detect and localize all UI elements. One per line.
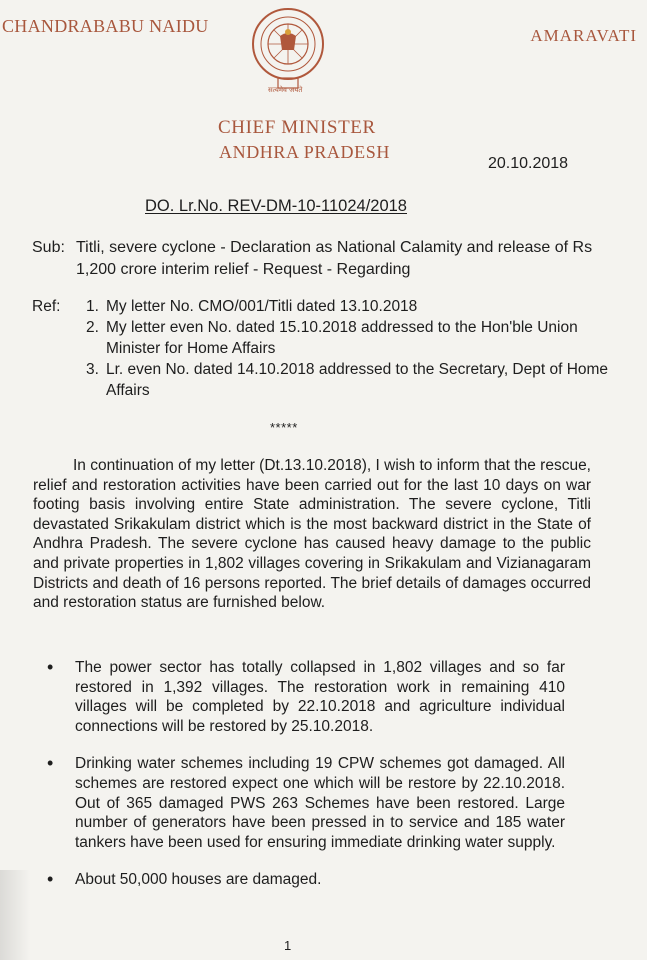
list-item bbox=[47, 869, 565, 890]
list-item bbox=[47, 657, 565, 736]
reference-number: DO. Lr.No. REV-DM-10-11024/2018 bbox=[145, 197, 407, 215]
list-item-text: Drinking water schemes including 19 CPW schemes got damaged. All schemes are restored expect one which will be restore by 22.10.2018. Out of 365 damaged PWS 263 Schemes have been restored. Large number of generators have been pressed in to service and 185 water tankers have been used for ensuring immediate drinking water supply. bbox=[75, 755, 565, 851]
state-emblem-icon bbox=[250, 2, 326, 112]
reference-text: Lr. even No. dated 14.10.2018 addressed to the Secretary, Dept of Home Affairs bbox=[106, 361, 609, 399]
list-item-text: About 50,000 houses are damaged. bbox=[75, 871, 322, 889]
letter-date: 20.10.2018 bbox=[488, 155, 569, 172]
page-number: 1 bbox=[284, 938, 292, 953]
bullet-icon: • bbox=[47, 657, 54, 677]
reference-item bbox=[86, 317, 626, 359]
page-shadow bbox=[0, 870, 30, 960]
ref-label: Ref: bbox=[32, 298, 61, 315]
office-state: ANDHRA PRADESH bbox=[219, 142, 390, 162]
sender-name: CHANDRABABU NAIDU bbox=[2, 16, 209, 36]
list-item bbox=[47, 753, 565, 852]
reference-item bbox=[86, 296, 626, 317]
subject-text: Titli, severe cyclone - Declaration as National Calamity and release of Rs 1,200 crore interim relief - Request - Regarding bbox=[76, 239, 593, 278]
reference-number-label: 1. bbox=[86, 298, 99, 315]
emblem-motto: सत्यमेव जयते bbox=[268, 86, 303, 94]
reference-number-label: 2. bbox=[86, 319, 99, 336]
reference-text: My letter No. CMO/001/Titli dated 13.10.2018 bbox=[106, 298, 418, 315]
separator: ***** bbox=[270, 420, 298, 435]
reference-item bbox=[86, 359, 626, 401]
bullet-icon: • bbox=[47, 869, 54, 890]
damage-list bbox=[47, 657, 565, 908]
sender-location: AMARAVATI bbox=[530, 26, 637, 45]
reference-text: My letter even No. dated 15.10.2018 addressed to the Hon'ble Union Minister for Home Affairs bbox=[106, 319, 578, 357]
office-title: CHIEF MINISTER bbox=[218, 117, 376, 138]
body-paragraph: In continuation of my letter (Dt.13.10.2018), I wish to inform that the rescue, relief and restoration activities have been carried out for the last 10 days on war footing basis involving entire State administration. The severe cyclone, Titli devastated Srikakulam district which is the most backward district in the State of Andhra Pradesh. The severe cyclone has caused heavy damage to the public and private properties in 1,802 villages covering in Srikakulam and Vizianagaram Districts and death of 16 persons reported. The brief details of damages occurred and restoration status are furnished below. bbox=[33, 457, 591, 612]
bullet-icon: • bbox=[47, 753, 54, 774]
office-block bbox=[218, 116, 390, 164]
reference-number-label: 3. bbox=[86, 361, 99, 378]
list-item-text: The power sector has totally collapsed in 1,802 villages and so far restored in 1,392 villages. The restoration work in remaining 410 villages will be completed by 22.10.2018 and agriculture individual connections will be restored by 25.10.2018. bbox=[75, 659, 565, 735]
subject-label: Sub: bbox=[32, 239, 65, 256]
